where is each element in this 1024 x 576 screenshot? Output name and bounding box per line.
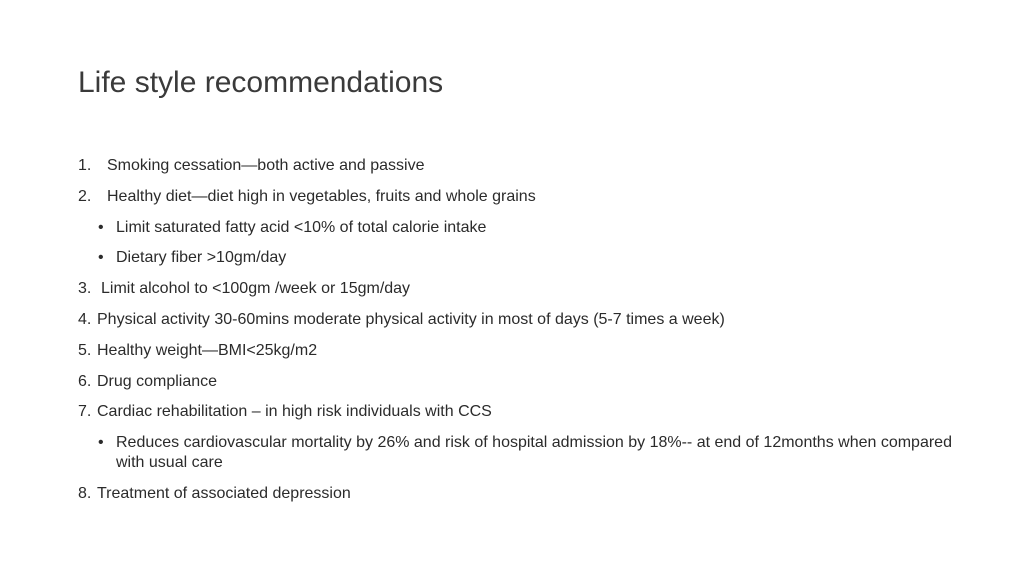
item-number: 4.: [78, 310, 92, 328]
item-number: 2.: [78, 187, 92, 205]
sub-item-saturated-fat: [78, 218, 958, 238]
list-item-4: [78, 310, 958, 330]
sub-item-cardiac-rehab-benefit: [78, 433, 958, 473]
item-text: Limit alcohol to <100gm /week or 15gm/day: [101, 280, 411, 298]
slide-content: [78, 156, 958, 515]
item-text: Treatment of associated depression: [97, 484, 351, 502]
item-number: 1.: [78, 157, 92, 174]
slide-title: Life style recommendations: [78, 66, 444, 99]
item-text: Healthy diet—diet high in vegetables, fruits and whole grains: [107, 187, 536, 205]
sub-item-text: Dietary fiber >10gm/day: [116, 249, 287, 267]
item-number: 6.: [78, 372, 92, 390]
sub-item-text: Limit saturated fatty acid <10% of total calorie intake: [116, 218, 487, 236]
item-text: Drug compliance: [97, 372, 218, 390]
list-item-3: [78, 279, 958, 299]
list-item-8: [78, 484, 958, 504]
sub-item-dietary-fiber: [78, 248, 958, 268]
item-number: 3.: [78, 280, 92, 298]
bullet-icon: •: [98, 218, 104, 236]
item-number: 8.: [78, 484, 92, 502]
list-item-1: [78, 156, 958, 176]
item-text: Smoking cessation—both active and passive: [107, 157, 425, 174]
list-item-2: [78, 187, 958, 207]
item-number: 7.: [78, 403, 92, 421]
list-item-7: [78, 402, 958, 422]
bullet-icon: •: [98, 249, 104, 267]
item-number: 5.: [78, 341, 92, 359]
item-text: Cardiac rehabilitation – in high risk individuals with CCS: [97, 403, 492, 421]
item-text: Healthy weight—BMI<25kg/m2: [97, 341, 318, 359]
list-item-5: [78, 341, 958, 361]
item-text: Physical activity 30-60mins moderate physical activity in most of days (5-7 times a week): [97, 310, 725, 328]
bullet-icon: •: [98, 434, 104, 452]
list-item-6: [78, 372, 958, 392]
sub-item-text: Reduces cardiovascular mortality by 26% and risk of hospital admission by 18%-- at end of 12months when compared with usual care: [116, 434, 952, 472]
